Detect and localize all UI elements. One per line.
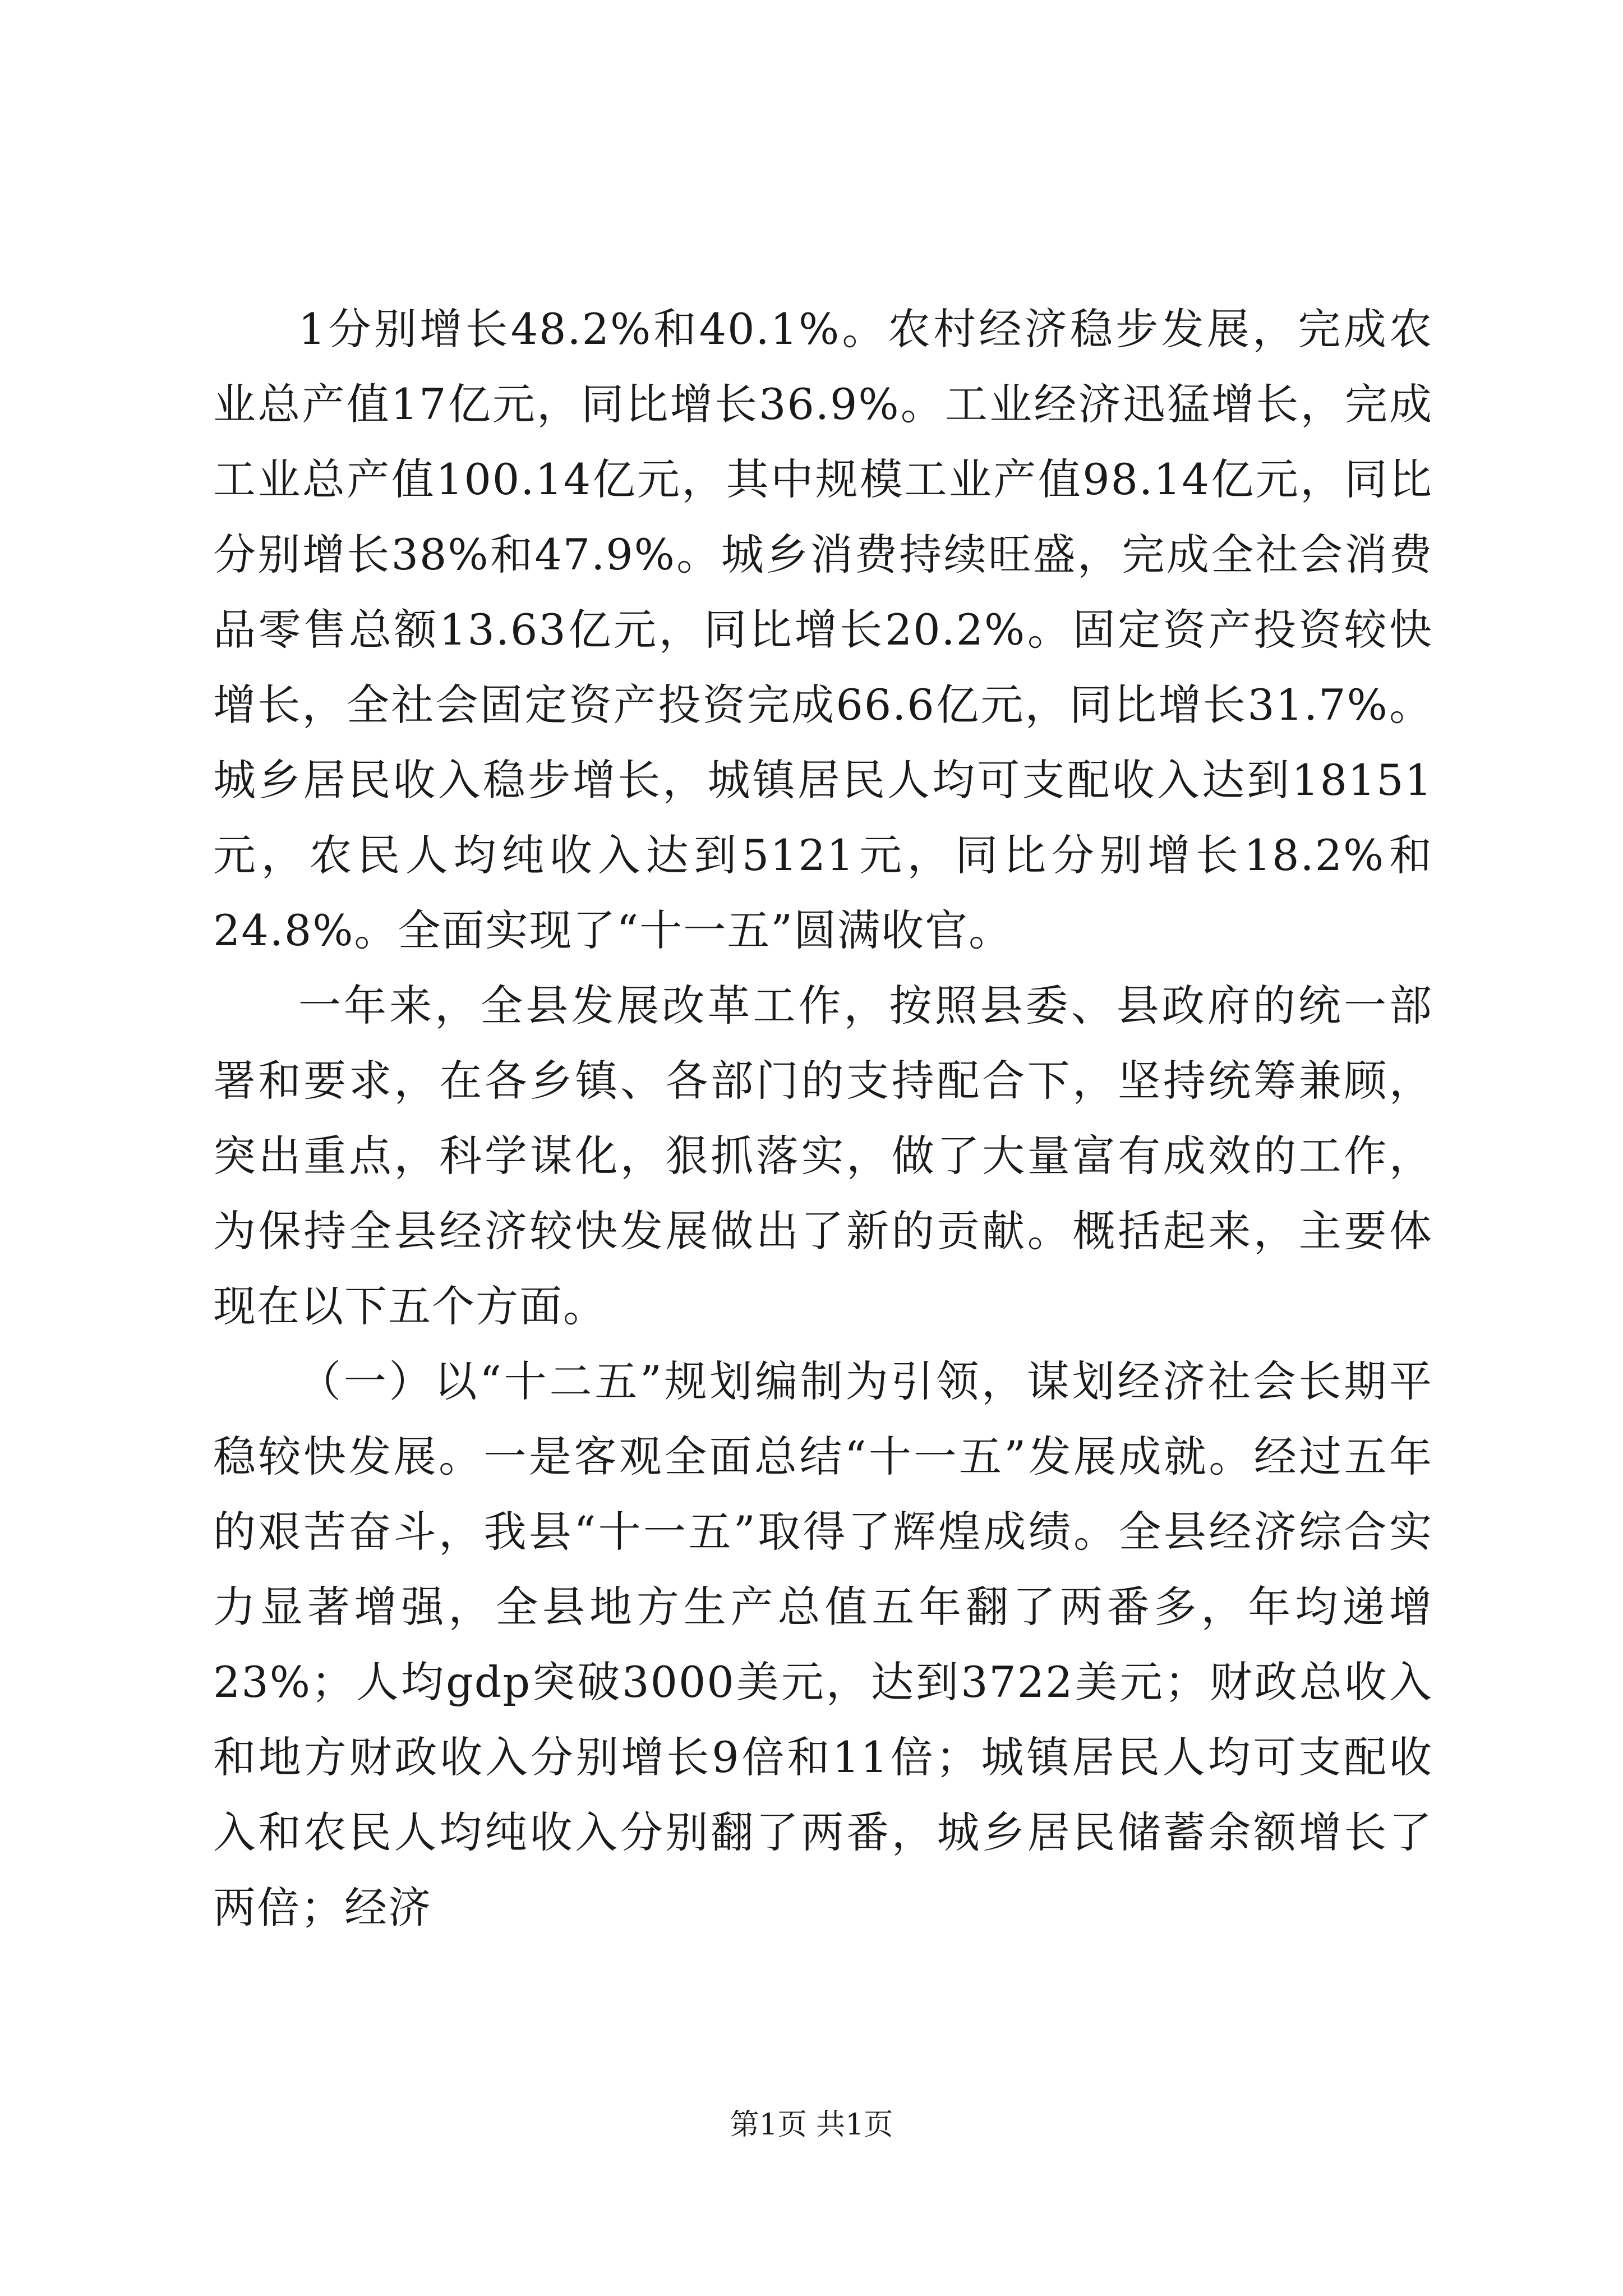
document-body [213,292,1433,1945]
paragraph-1: 1分别增长48.2%和40.1%。农村经济稳步发展，完成农业总产值17亿元，同比增长36.9%。工业经济迅猛增长，完成工业总产值100.14亿元，其中规模工业产值98.14亿元，同比分别增长38%和47.9%。城乡消费持续旺盛，完成全社会消费品零售总额13.63亿元，同比增长20.2%。固定资产投资较快增长，全社会固定资产投资完成66.6亿元，同比增长31.7%。城乡居民收入稳步增长，城镇居民人均可支配收入达到18151元，农民人均纯收入达到5121元，同比分别增长18.2%和24.8%。全面实现了“十一五”圆满收官。 [213,304,1433,955]
page-footer: 第1页 共1页 [730,2108,893,2142]
paragraph-2: 一年来，全县发展改革工作，按照县委、县政府的统一部署和要求，在各乡镇、各部门的支持配合下，坚持统筹兼顾，突出重点，科学谋化，狠抓落实，做了大量富有成效的工作，为保持全县经济较快发展做出了新的贡献。概括起来，主要体现在以下五个方面。 [213,981,1433,1331]
paragraph-3: （一）以“十二五”规划编制为引领，谋划经济社会长期平稳较快发展。一是客观全面总结“十一五”发展成就。经过五年的艰苦奋斗，我县“十一五”取得了辉煌成绩。全县经济综合实力显著增强，全县地方生产总值五年翻了两番多，年均递增23%；人均gdp突破3000美元，达到3722美元；财政总收入和地方财政收入分别增长9倍和11倍；城镇居民人均可支配收入和农民人均纯收入分别翻了两番，城乡居民储蓄余额增长了两倍；经济 [213,1356,1433,1932]
